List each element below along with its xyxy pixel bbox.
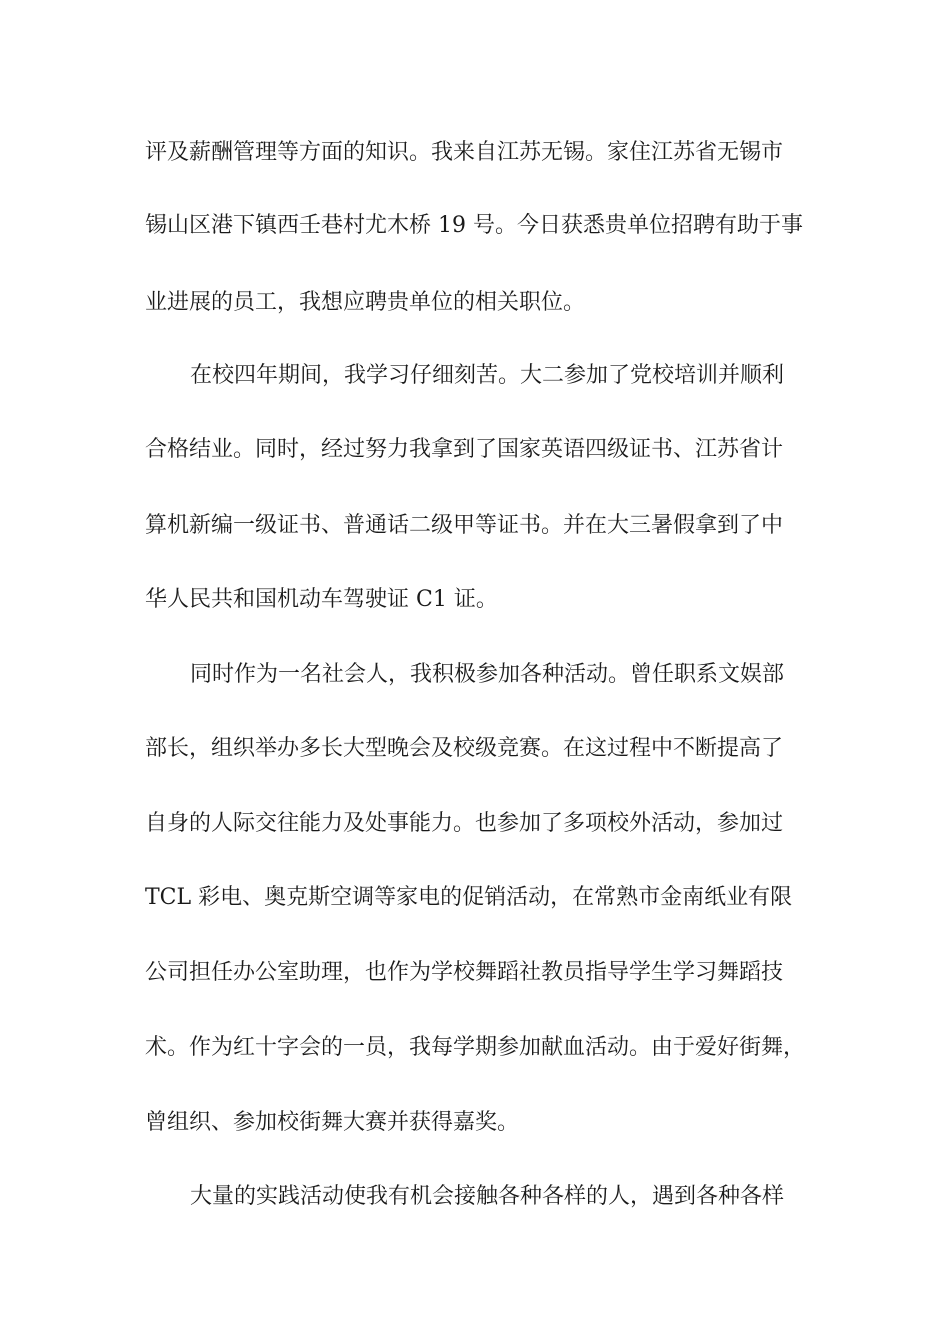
text-line-14: 曾组织、参加校街舞大赛并获得嘉奖。	[145, 1110, 520, 1135]
text-line-2: 锡山区港下镇西壬巷村尤木桥 19 号。今日获悉贵单位招聘有助于事	[145, 213, 803, 238]
text-line-10: 自身的人际交往能力及处事能力。也参加了多项校外活动，参加过	[145, 811, 784, 836]
text-line-6: 算机新编一级证书、普通话二级甲等证书。并在大三暑假拿到了中	[145, 513, 784, 538]
text-line-9: 部长，组织举办多长大型晚会及校级竞赛。在这过程中不断提高了	[145, 736, 784, 761]
text-line-12: 公司担任办公室助理，也作为学校舞蹈社教员指导学生学习舞蹈技	[145, 960, 784, 985]
text-line-15: 大量的实践活动使我有机会接触各种各样的人，遇到各种各样	[190, 1184, 785, 1209]
text-line-3: 业进展的员工，我想应聘贵单位的相关职位。	[145, 290, 586, 315]
text-line-4: 在校四年期间，我学习仔细刻苦。大二参加了党校培训并顺利	[190, 363, 785, 388]
text-line-8: 同时作为一名社会人，我积极参加各种活动。曾任职系文娱部	[190, 662, 785, 687]
text-line-11: TCL 彩电、奥克斯空调等家电的促销活动，在常熟市金南纸业有限	[145, 885, 793, 910]
text-line-5: 合格结业。同时，经过努力我拿到了国家英语四级证书、江苏省计	[145, 437, 784, 462]
text-line-13: 术。作为红十字会的一员，我每学期参加献血活动。由于爱好街舞，	[145, 1035, 806, 1060]
text-line-7: 华人民共和国机动车驾驶证 C1 证。	[145, 587, 498, 612]
text-line-1: 评及薪酬管理等方面的知识。我来自江苏无锡。家住江苏省无锡市	[145, 140, 784, 165]
